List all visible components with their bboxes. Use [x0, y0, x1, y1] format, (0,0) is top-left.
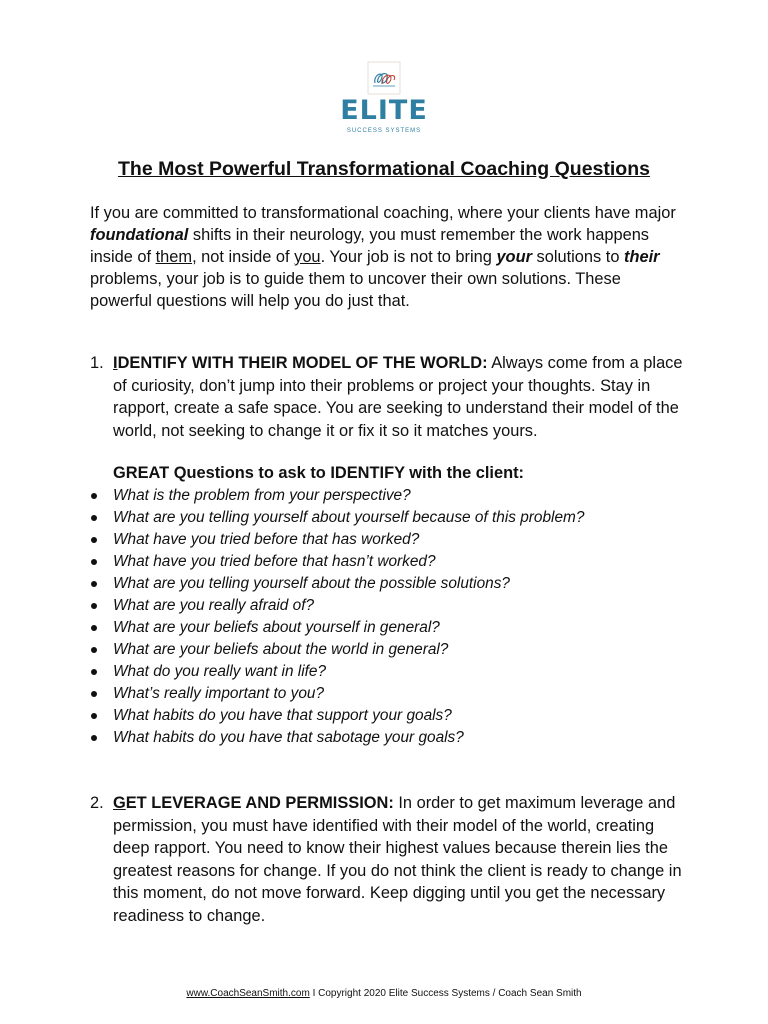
intro-text-4: . Your job is not to bring: [320, 248, 497, 266]
list-item: [90, 727, 690, 749]
bullet-icon: [91, 493, 97, 499]
section-text: In order to get maximum leverage and permission, you must have identified with their model of the world, creating deep rapport. You need to know their highest values because therein lies the greatest reasons for change. If you do not think the client is ready to change in this moment, do not move forward. Keep digging until you get the necessary readiness to change.: [113, 794, 682, 925]
section-identify: [90, 352, 690, 442]
list-item: [90, 639, 690, 661]
logo-monogram-icon: [367, 61, 401, 95]
bullet-icon: [91, 669, 97, 675]
list-item: [90, 485, 690, 507]
section-heading-rest: ET LEVERAGE AND PERMISSION:: [125, 794, 394, 812]
question-text: What are your beliefs about yourself in general?: [113, 619, 440, 636]
section-heading: [113, 354, 488, 372]
questions-heading: GREAT Questions to ask to IDENTIFY with the client:: [113, 464, 525, 482]
bullet-icon: [91, 559, 97, 565]
list-item: [90, 529, 690, 551]
question-text: What are your beliefs about the world in general?: [113, 641, 449, 658]
section-body: [113, 352, 690, 442]
list-item: [90, 551, 690, 573]
section-heading: [113, 794, 394, 812]
bullet-icon: [91, 603, 97, 609]
question-text: What are you really afraid of?: [113, 597, 315, 614]
bullet-icon: [91, 647, 97, 653]
bullet-icon: [91, 735, 97, 741]
list-item: [90, 507, 690, 529]
list-item: [90, 573, 690, 595]
page-footer: [0, 988, 768, 1000]
page-title: The Most Powerful Transformational Coaching Questions: [118, 158, 650, 180]
question-text: What are you telling yourself about the possible solutions?: [113, 575, 510, 592]
bullet-icon: [91, 713, 97, 719]
question-text: What is the problem from your perspective?: [113, 487, 411, 504]
intro-paragraph: [90, 202, 680, 312]
list-item: [90, 683, 690, 705]
intro-text-2: shifts in their neurology, you must remember the work happens inside of: [90, 226, 650, 266]
list-item: [90, 705, 690, 727]
list-item: [90, 595, 690, 617]
footer-copyright: I Copyright 2020 Elite Success Systems / Coach Sean Smith: [309, 988, 582, 999]
logo-tagline: SUCCESS SYSTEMS: [346, 128, 422, 134]
list-item: [90, 617, 690, 639]
question-text: What have you tried before that hasn’t worked?: [113, 553, 436, 570]
intro-text-3: , not inside of: [192, 248, 295, 266]
question-text: What habits do you have that sabotage your goals?: [113, 729, 464, 746]
footer-website-link[interactable]: www.CoachSeanSmith.com: [186, 988, 310, 999]
intro-emphasis-their: their: [624, 248, 660, 266]
logo-brand-name: ELITE: [340, 95, 428, 126]
intro-underline-you: you: [294, 248, 321, 266]
section-heading-initial: I: [113, 354, 118, 372]
bullet-icon: [91, 625, 97, 631]
intro-emphasis-your: your: [496, 248, 532, 266]
intro-underline-them: them: [155, 248, 193, 266]
section-leverage: [90, 792, 690, 927]
question-text: What’s really important to you?: [113, 685, 325, 702]
bullet-icon: [91, 515, 97, 521]
question-text: What have you tried before that has worked?: [113, 531, 420, 548]
bullet-icon: [91, 581, 97, 587]
intro-text-5: solutions to: [531, 248, 624, 266]
elite-success-systems-logo: [338, 58, 430, 136]
section-number: 2.: [90, 794, 104, 812]
intro-text-1: If you are committed to transformational coaching, where your clients have major: [90, 204, 676, 222]
question-text: What do you really want in life?: [113, 663, 327, 680]
section-body: [113, 792, 690, 927]
bullet-icon: [91, 691, 97, 697]
section-heading-initial: G: [113, 794, 126, 812]
section-text: Always come from a place of curiosity, don’t jump into their problems or project your thoughts. Stay in rapport, create a safe space. You are seeking to understand their model of the world, not seeking to change it or fix it so it matches yours.: [113, 354, 683, 440]
question-text: What habits do you have that support your goals?: [113, 707, 452, 724]
intro-text-6: problems, your job is to guide them to uncover their own solutions. These powerful questions will help you do just that.: [90, 270, 621, 310]
section-heading-rest: DENTIFY WITH THEIR MODEL OF THE WORLD:: [117, 354, 488, 372]
intro-emphasis-foundational: foundational: [90, 226, 189, 244]
questions-list: [90, 485, 690, 749]
question-text: What are you telling yourself about yourself because of this problem?: [113, 509, 585, 526]
bullet-icon: [91, 537, 97, 543]
section-number: 1.: [90, 354, 104, 372]
list-item: [90, 661, 690, 683]
